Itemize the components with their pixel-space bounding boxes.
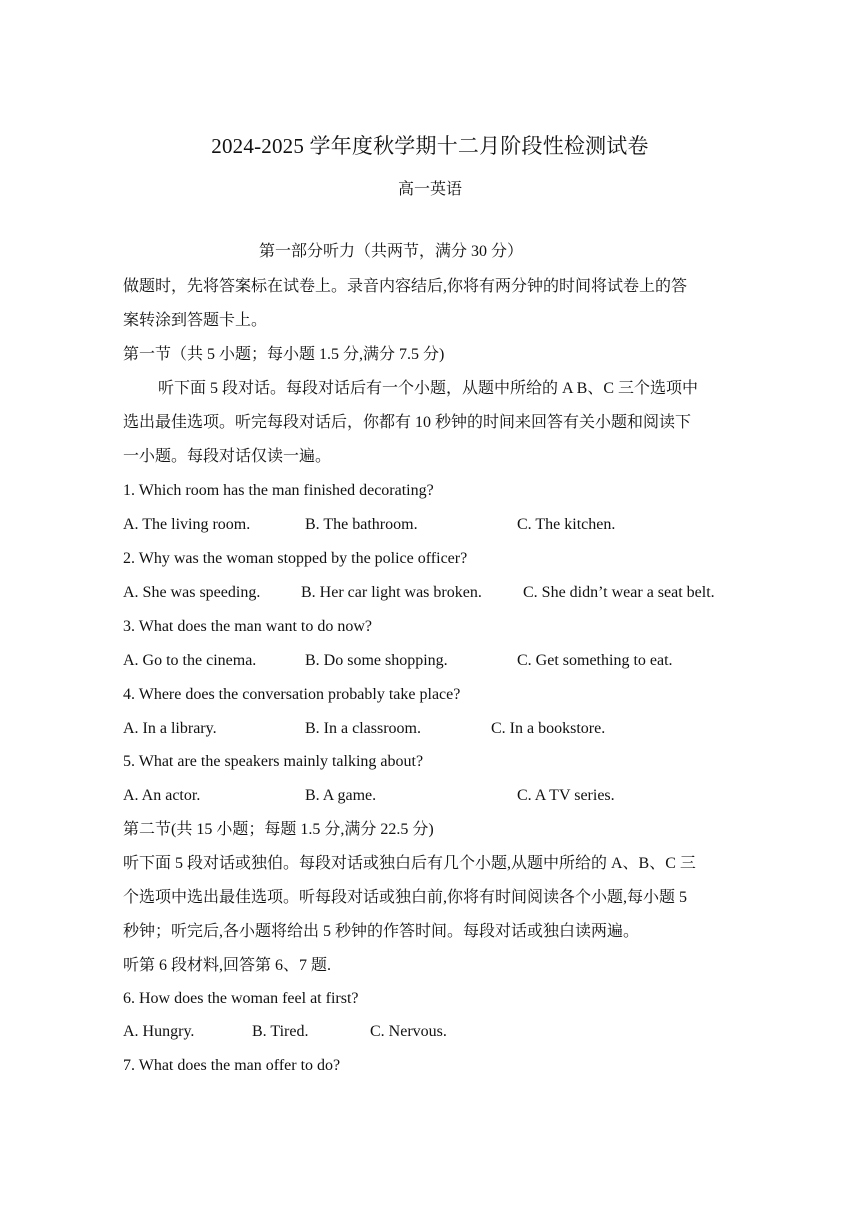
- option-a: A. The living room.: [123, 516, 251, 533]
- option-b: B. In a classroom.: [305, 720, 421, 737]
- option-c: C. Get something to eat.: [517, 652, 673, 669]
- part1-heading: 第一部分听力（共两节，满分 30 分）: [259, 243, 524, 260]
- exam-title: 2024-2025 学年度秋学期十二月阶段性检测试卷: [211, 134, 649, 158]
- option-a: A. She was speeding.: [123, 584, 261, 601]
- option-b: B. Tired.: [252, 1023, 309, 1040]
- option-c: C. In a bookstore.: [491, 720, 606, 737]
- section2-instruction-line: 个选项中选出最佳选项。听每段对话或独白前,你将有时间阅读各个小题,每小题 5: [123, 889, 688, 906]
- option-c: C. Nervous.: [370, 1023, 447, 1040]
- question-stem: 3. What does the man want to do now?: [123, 618, 372, 635]
- exam-subtitle: 高一英语: [397, 181, 462, 198]
- question-stem: 1. Which room has the man finished decorating?: [123, 482, 434, 499]
- part1-instruction-line: 案转涂到答题卡上。: [123, 312, 268, 329]
- option-a: A. In a library.: [123, 720, 217, 737]
- option-a: A. Go to the cinema.: [123, 652, 257, 669]
- option-c: C. She didn’t wear a seat belt.: [523, 584, 715, 601]
- question-stem: 5. What are the speakers mainly talking about?: [123, 753, 424, 770]
- option-b: B. The bathroom.: [305, 516, 418, 533]
- option-b: B. Do some shopping.: [305, 652, 448, 669]
- option-a: A. Hungry.: [123, 1023, 195, 1040]
- section1-instruction-line: 选出最佳选项。听完每段对话后，你都有 10 秒钟的时间来回答有关小题和阅读下: [123, 414, 692, 431]
- part1-instruction-line: 做题时，先将答案标在试卷上。录音内容结后,你将有两分钟的时间将试卷上的答: [123, 278, 688, 295]
- section1-instruction-line: 一小题。每段对话仅读一遍。: [123, 448, 332, 465]
- section1-heading: 第一节（共 5 小题；每小题 1.5 分,满分 7.5 分): [123, 346, 445, 363]
- question-stem: 6. How does the woman feel at first?: [123, 990, 359, 1007]
- question-stem: 2. Why was the woman stopped by the police officer?: [123, 550, 468, 567]
- question-stem: 7. What does the man offer to do?: [123, 1057, 341, 1074]
- option-a: A. An actor.: [123, 787, 201, 804]
- material-note: 听第 6 段材料,回答第 6、7 题.: [123, 957, 332, 974]
- section2-heading: 第二节(共 15 小题；每题 1.5 分,满分 22.5 分): [123, 821, 434, 838]
- option-c: C. The kitchen.: [517, 516, 616, 533]
- option-b: B. Her car light was broken.: [301, 584, 482, 601]
- option-b: B. A game.: [305, 787, 377, 804]
- option-c: C. A TV series.: [517, 787, 615, 804]
- section2-instruction-line: 秒钟；听完后,各小题将给出 5 秒钟的作答时间。每段对话或独白读两遍。: [123, 923, 640, 940]
- section1-instruction-line: 听下面 5 段对话。每段对话后有一个小题，从题中所给的 A B、C 三个选项中: [158, 380, 699, 397]
- question-stem: 4. Where does the conversation probably take place?: [123, 686, 461, 703]
- section2-instruction-line: 听下面 5 段对话或独伯。每段对话或独白后有几个小题,从题中所给的 A、B、C 三: [123, 855, 696, 872]
